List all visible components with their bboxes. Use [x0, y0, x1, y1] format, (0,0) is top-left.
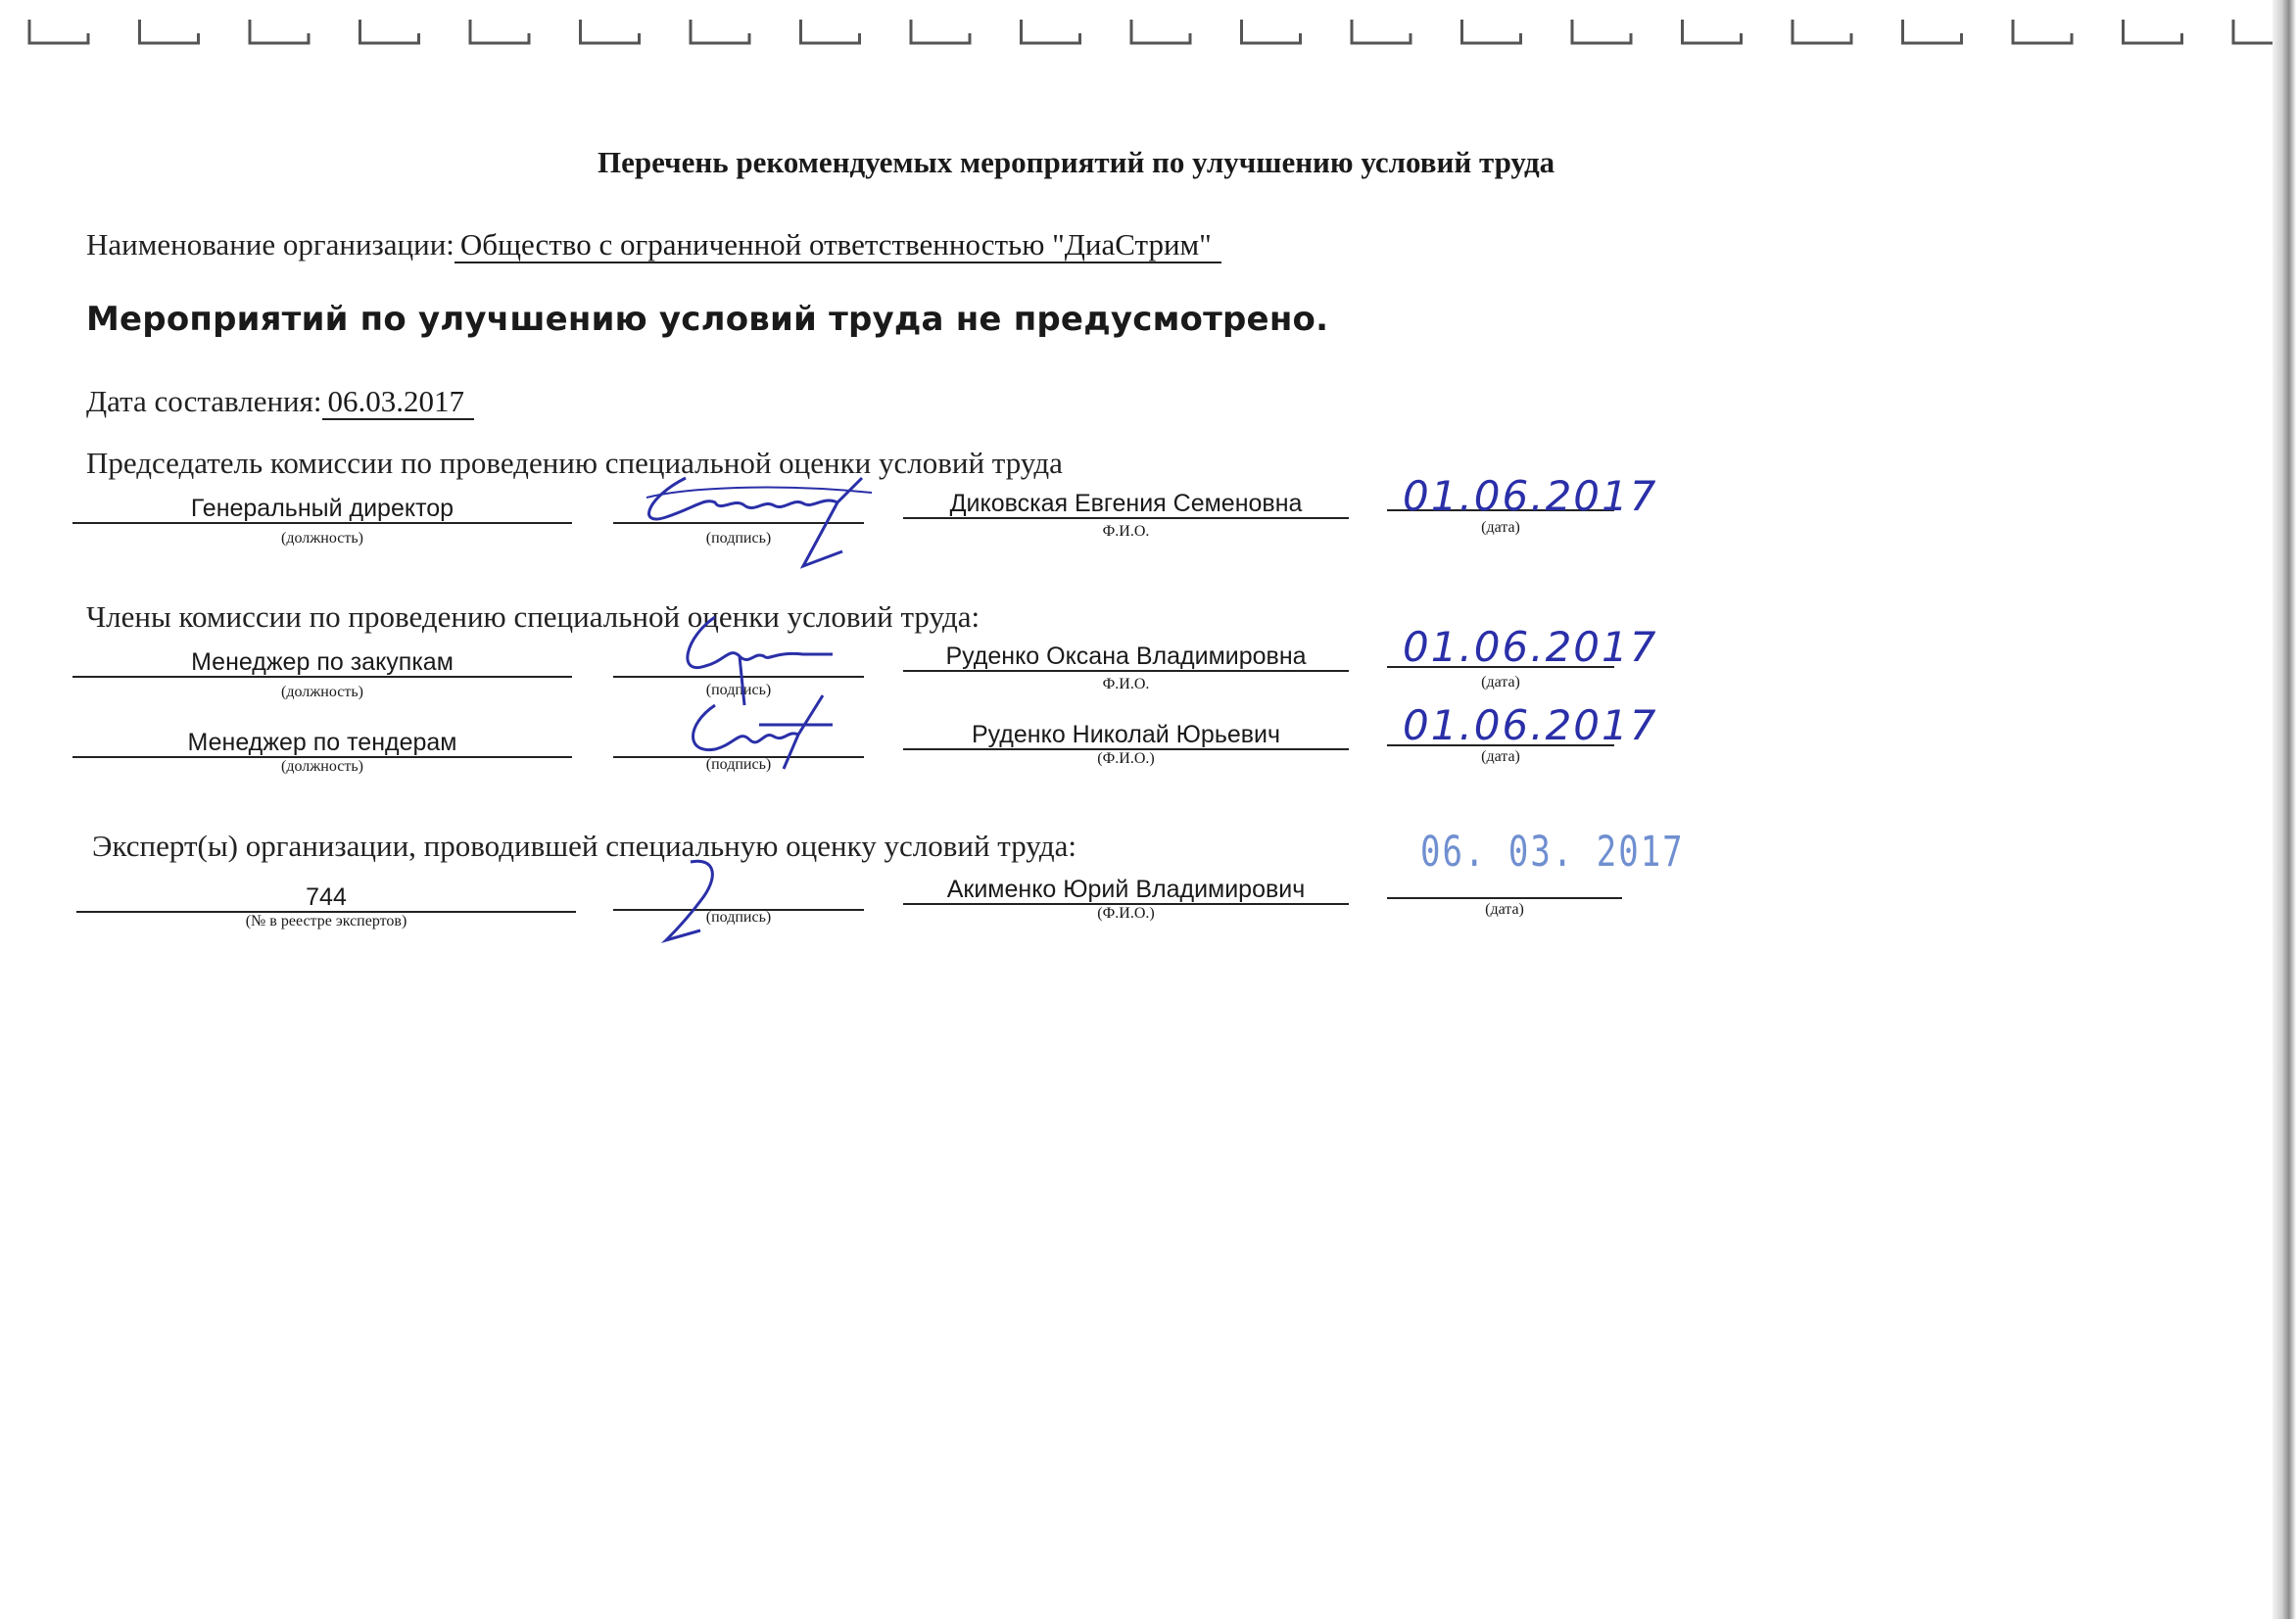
chairman-position-caption: (должность)	[281, 530, 363, 547]
expert-registry-number: 744	[76, 883, 576, 913]
binding-hole	[1352, 20, 1411, 43]
expert-date-caption: (дата)	[1485, 901, 1524, 918]
chairman-handwritten-date: 01.06.2017	[1403, 472, 1658, 520]
binding-hole	[911, 20, 970, 43]
document-title: Перечень рекомендуемых мероприятий по улучшению условий труда	[598, 145, 1555, 179]
member-2-date-caption: (дата)	[1481, 748, 1520, 765]
binding-hole	[1022, 20, 1080, 43]
expert-name: Акименко Юрий Владимирович	[903, 876, 1349, 905]
organization-label: Наименование организации:	[86, 227, 454, 262]
binding-hole	[1242, 20, 1301, 43]
chairman-name-caption: Ф.И.О.	[1102, 523, 1150, 540]
binding-hole	[1903, 20, 1962, 43]
member-2-name: Руденко Николай Юрьевич	[903, 721, 1349, 750]
chairman-position: Генеральный директор	[72, 495, 572, 524]
compiled-date-row	[86, 384, 474, 419]
member-2-signature	[666, 686, 842, 774]
expert-name-caption: (Ф.И.О.)	[1097, 905, 1155, 922]
no-measures-note: Мероприятий по улучшению условий труда не предусмотрено.	[86, 300, 1329, 339]
member-2-position: Менеджер по тендерам	[72, 729, 572, 758]
chairman-name: Диковская Евгения Семеновна	[903, 490, 1349, 519]
binding-hole	[250, 20, 309, 43]
member-1-position-caption: (должность)	[281, 684, 363, 700]
binding-hole	[581, 20, 640, 43]
chairman-heading: Председатель комиссии по проведению специальной оценки условий труда	[86, 446, 1063, 480]
member-1-handwritten-date: 01.06.2017	[1403, 623, 1658, 671]
binding-hole	[1462, 20, 1521, 43]
compiled-date-value: 06.03.2017	[322, 384, 475, 420]
chairman-date-caption: (дата)	[1481, 519, 1520, 536]
members-heading: Члены комиссии по проведению специальной оценки условий труда:	[86, 599, 981, 634]
member-2-position-caption: (должность)	[281, 758, 363, 775]
binding-hole	[1572, 20, 1631, 43]
member-2-name-caption: (Ф.И.О.)	[1097, 750, 1155, 767]
binding-hole	[1131, 20, 1190, 43]
member-1-name: Руденко Оксана Владимировна	[903, 643, 1349, 672]
expert-signature-caption: (подпись)	[705, 909, 772, 926]
binding-hole	[470, 20, 529, 43]
member-1-signature-caption: (подпись)	[705, 682, 772, 698]
binding-hole	[691, 20, 749, 43]
binding-hole	[2124, 20, 2182, 43]
chairman-signature	[627, 458, 891, 576]
member-1-name-caption: Ф.И.О.	[1102, 676, 1150, 692]
binding-holes-strip	[0, 0, 2296, 59]
expert-registry-caption: (№ в реестре экспертов)	[245, 913, 407, 929]
binding-hole	[801, 20, 860, 43]
member-1-position: Менеджер по закупкам	[72, 648, 572, 678]
chairman-signature-caption: (подпись)	[705, 530, 772, 547]
binding-hole	[1793, 20, 1851, 43]
binding-hole	[2013, 20, 2072, 43]
page-edge-shadow	[2272, 0, 2296, 1619]
binding-hole	[140, 20, 199, 43]
binding-hole	[29, 20, 88, 43]
member-1-date-caption: (дата)	[1481, 674, 1520, 690]
member-2-signature-caption: (подпись)	[705, 756, 772, 773]
compiled-date-label: Дата составления:	[86, 384, 322, 418]
binding-hole	[360, 20, 419, 43]
expert-heading: Эксперт(ы) организации, проводившей специальную оценку условий труда:	[92, 829, 1076, 863]
binding-hole	[1683, 20, 1742, 43]
organization-row	[86, 227, 1221, 262]
expert-signature	[656, 852, 744, 950]
member-2-handwritten-date: 01.06.2017	[1403, 701, 1658, 749]
organization-name: Общество с ограниченной ответственностью "ДиаСтрим"	[454, 227, 1221, 263]
expert-date-stamp: 06. 03. 2017	[1420, 828, 1685, 877]
